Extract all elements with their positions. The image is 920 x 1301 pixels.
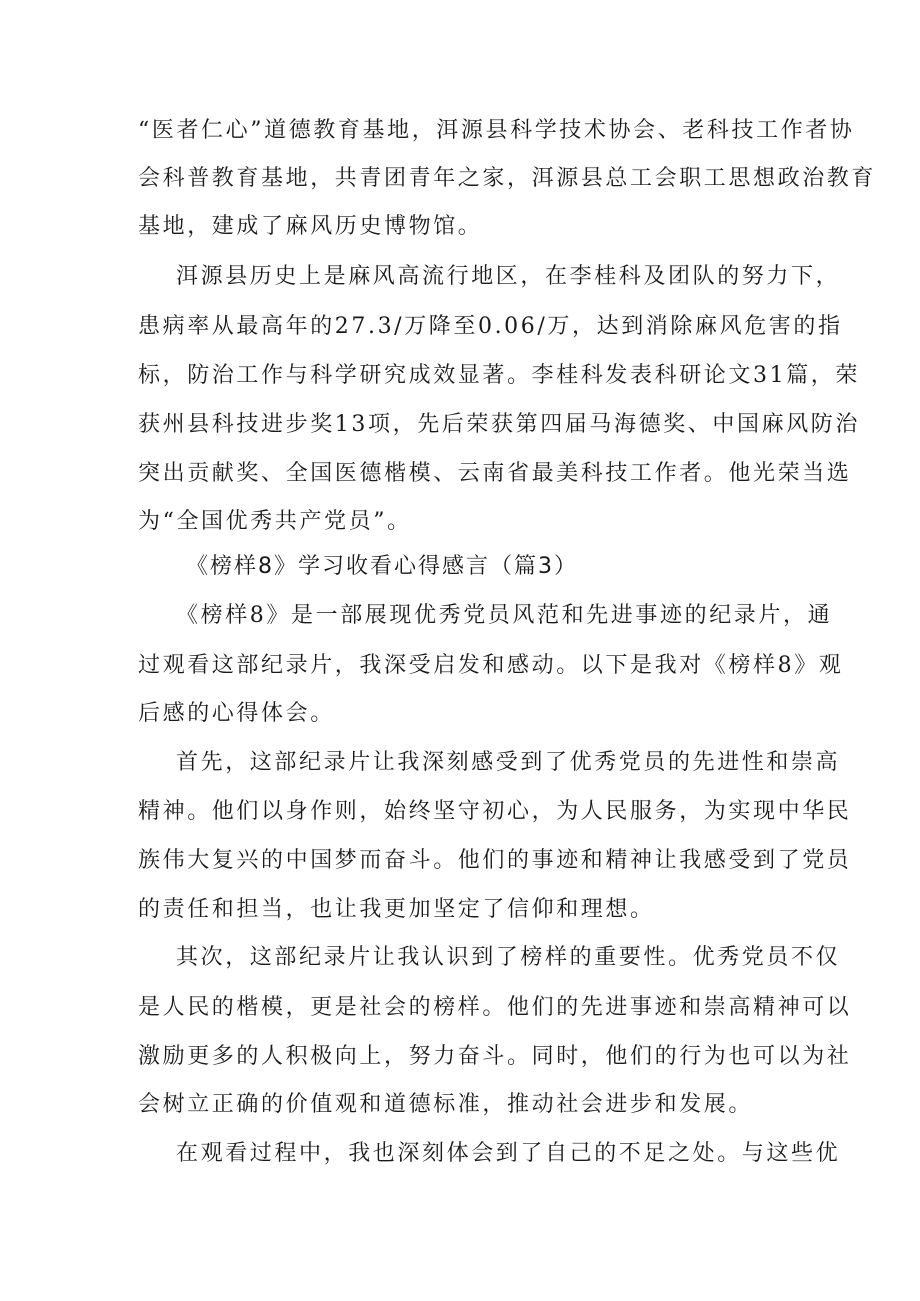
section-heading: 《榜样8》学习收看心得感言（篇3） bbox=[186, 554, 578, 579]
paragraph-line: 为“全国优秀共产党员”。 bbox=[138, 509, 412, 534]
paragraph-line: 突出贡献奖、全国医德楷模、云南省最美科技工作者。他光荣当选 bbox=[138, 461, 852, 486]
paragraph-line: 基地，建成了麻风历史博物馆。 bbox=[138, 214, 483, 239]
paragraph-line: 其次，这部纪录片让我认识到了榜样的重要性。优秀党员不仅 bbox=[176, 945, 841, 970]
paragraph-line: 患病率从最高年的27.3/万降至0.06/万，达到消除麻风危害的指 bbox=[138, 314, 843, 339]
paragraph-line: 洱源县历史上是麻风高流行地区，在李桂科及团队的努力下， bbox=[176, 264, 841, 289]
paragraph-line: 的责任和担当，也让我更加坚定了信仰和理想。 bbox=[138, 897, 655, 922]
paragraph-line: 过观看这部纪录片，我深受启发和感动。以下是我对《榜样8》观 bbox=[138, 653, 844, 678]
paragraph-line: 获州县科技进步奖13项，先后荣获第四届马海德奖、中国麻风防治 bbox=[138, 412, 860, 437]
paragraph-line: 会科普教育基地，共青团青年之家，洱源县总工会职工思想政治教育 bbox=[138, 166, 877, 191]
paragraph-line: 族伟大复兴的中国梦而奋斗。他们的事迹和精神让我感受到了党员 bbox=[138, 848, 852, 873]
paragraph-line: 精神。他们以身作则，始终坚守初心，为人民服务，为实现中华民 bbox=[138, 799, 852, 824]
paragraph-line: 激励更多的人积极向上，努力奋斗。同时，他们的行为也可以为社 bbox=[138, 1044, 852, 1069]
paragraph-line: 会树立正确的价值观和道德标准，推动社会进步和发展。 bbox=[138, 1092, 754, 1117]
paragraph-line: 《榜样8》是一部展现优秀党员风范和先进事迹的纪录片，通 bbox=[176, 603, 833, 628]
paragraph-line: 首先，这部纪录片让我深刻感受到了优秀党员的先进性和崇高 bbox=[176, 750, 841, 775]
paragraph-line: 标，防治工作与科学研究成效显著。李桂科发表科研论文31篇，荣 bbox=[138, 363, 860, 388]
paragraph-line: 后感的心得体会。 bbox=[138, 701, 335, 726]
paragraph-line: 在观看过程中，我也深刻体会到了自己的不足之处。与这些优 bbox=[176, 1141, 841, 1166]
paragraph-line: 是人民的楷模，更是社会的榜样。他们的先进事迹和崇高精神可以 bbox=[138, 995, 852, 1020]
paragraph-line: “医者仁心”道德教育基地，洱源县科学技术协会、老科技工作者协 bbox=[138, 118, 855, 143]
